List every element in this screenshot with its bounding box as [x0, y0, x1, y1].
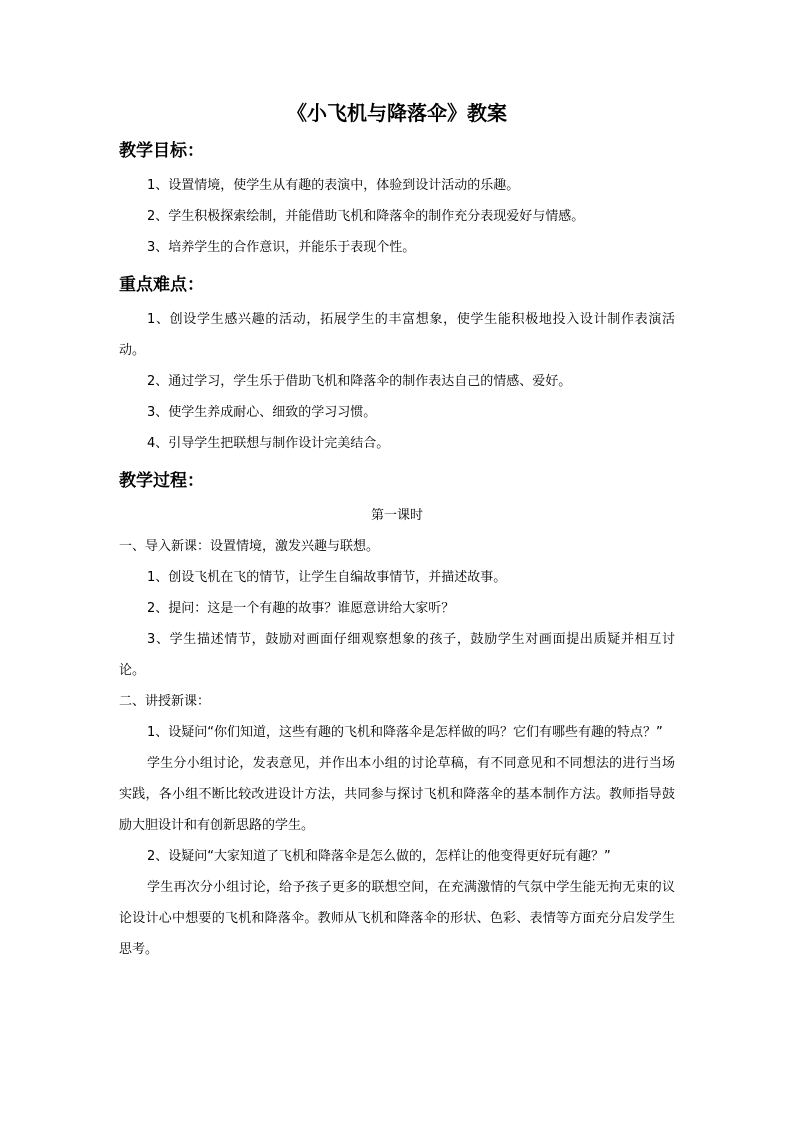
part1-title: 一、导入新课：设置情境，激发兴趣与联想。	[119, 539, 380, 554]
key-point-item: 4、引导学生把联想与制作设计完美结合。	[147, 436, 390, 451]
process-heading: 教学过程：	[119, 471, 204, 491]
goals-heading: 教学目标：	[119, 141, 204, 161]
document-title: 《小飞机与降落伞》教案	[287, 101, 507, 125]
goals-section	[119, 139, 675, 263]
key-point-item: 2、通过学习，学生乐于借助飞机和降落伞的制作表达自己的情感、爱好。	[147, 374, 572, 389]
key-points-heading: 重点难点：	[119, 275, 204, 295]
part1-item: 1、创设飞机在飞的情节，让学生自编故事情节，并描述故事。	[147, 570, 507, 585]
lesson-label: 第一课时	[370, 508, 423, 523]
part2-item: 2、设疑问“大家知道了飞机和降落伞是怎么做的，怎样让的他变得更好玩有趣？”	[147, 849, 611, 864]
document-page	[119, 100, 675, 969]
part2-item: 学生再次分小组讨论，给予孩子更多的联想空间，在充满激情的气氛中学生能无拘无束的议论设计心中想要的飞机和降落伞。教师从飞机和降落伞的形状、色彩、表情等方面充分启发学生思考。	[119, 880, 675, 957]
goal-item: 1、设置情境，使学生从有趣的表演中，体验到设计活动的乐趣。	[147, 178, 520, 193]
goal-item: 3、培养学生的合作意识，并能乐于表现个性。	[147, 240, 416, 255]
key-point-item: 3、使学生养成耐心、细致的学习习惯。	[147, 405, 377, 420]
key-points-section	[119, 273, 675, 459]
key-point-item: 1、创设学生感兴趣的活动，拓展学生的丰富想象，使学生能积极地投入设计制作表演活动。	[119, 312, 675, 358]
part1-item: 3、学生描述情节，鼓励对画面仔细观察想象的孩子，鼓励学生对画面提出质疑并相互讨论。	[119, 632, 675, 678]
goal-item: 2、学生积极探索绘制，并能借助飞机和降落伞的制作充分表现爱好与情感。	[147, 209, 585, 224]
part2-item: 1、设疑问“你们知道，这些有趣的飞机和降落伞是怎样做的吗？它们有哪些有趣的特点？”	[147, 725, 663, 740]
part2-title: 二、讲授新课：	[119, 694, 211, 709]
part1-item: 2、提问：这是一个有趣的故事？谁愿意讲给大家听？	[147, 601, 455, 616]
process-section	[119, 469, 675, 965]
part2-item: 学生分小组讨论，发表意见，并作出本小组的讨论草稿，有不同意见和不同想法的进行当场实践，各小组不断比较改进设计方法，共同参与探讨飞机和降落伞的基本制作方法。教师指导鼓励大胆设计和有创新思路的学生。	[119, 756, 675, 833]
